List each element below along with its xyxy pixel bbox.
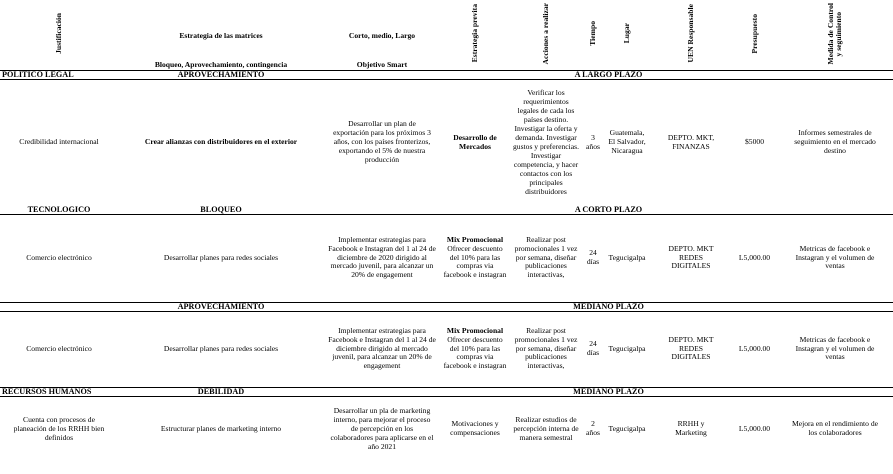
section-category: TECNOLOGICO	[0, 206, 118, 215]
header-row	[0, 0, 893, 71]
cell-justificacion: Credibilidad internacional	[19, 137, 99, 147]
section-term: A CORTO PLAZO	[324, 206, 893, 215]
cell-lugar: Tegucigalpa	[608, 252, 646, 262]
cell-uen: DEPTO. MKT REDES DIGITALES	[668, 334, 714, 362]
cell-tiempo: 24 días	[586, 339, 600, 357]
section-header-row	[0, 387, 893, 396]
table-row	[0, 80, 893, 206]
header-objetivo: Corto, medio, Largo Objetivo Smart	[348, 31, 416, 69]
cell-estrategia-previa	[440, 214, 510, 302]
section-strategy-type: APROVECHAMIENTO	[118, 71, 324, 80]
section-header-row	[0, 71, 893, 80]
table-row	[0, 396, 893, 462]
cell-medida: Metricas de facebook e Instagran y el volumen de ventas	[795, 334, 875, 362]
cell-acciones: Realizar post promocionales 1 vez por semana, diseñar publicaciones interactivas,	[514, 234, 578, 280]
header-estrategia: Estrategia de las matrices Bloqueo, Aprovechamiento, contingencia	[154, 31, 288, 69]
section-category: POLITICO LEGAL	[0, 71, 118, 80]
cell-estrategia: Desarrollar planes para redes sociales	[163, 343, 279, 353]
cell-acciones: Realizar post promocionales 1 vez por semana, diseñar publicaciones interactivas,	[514, 325, 578, 371]
cell-presupuesto: L5,000.00	[738, 343, 771, 353]
cell-justificacion: Comercio electrónico	[26, 252, 92, 262]
cell-acciones: Verificar los requerimientos legales de cada los países destino. Investigar la oferta y demanda. Investigar gustos y preferencias. Investigar competencia, y hacer contactos con los principales distribuidores	[512, 88, 579, 196]
header-medida: Medida de Control y seguimiento	[826, 2, 843, 65]
cell-estrategia: Estructurar planes de marketing interno	[160, 423, 282, 433]
cell-uen: DEPTO. MKT REDES DIGITALES	[668, 243, 714, 271]
header-lugar: Lugar	[622, 23, 632, 44]
previa-text: Ofrecer descuento del 10% para las compras via facebook e instagran	[443, 243, 507, 280]
cell-estrategia-previa: Motivaciones y compensaciones	[450, 419, 500, 438]
cell-presupuesto: L5,000.00	[738, 423, 771, 433]
cell-estrategia: Crear alianzas con distribuidores en el exterior	[144, 137, 298, 147]
section-category: RECURSOS HUMANOS	[0, 387, 118, 396]
table-row	[0, 311, 893, 387]
cell-medida: Informes semestrales de seguimiento en el mercado destino	[794, 128, 876, 156]
section-strategy-type: APROVECHAMIENTO	[118, 302, 324, 311]
header-justificacion: Justificación	[54, 13, 64, 54]
cell-objetivo: Implementar estrategias para Facebook e Instagran del 1 al 24 de diciembre dirigido al mercado juvenil, para alcanzar un 20% de engagement	[328, 325, 436, 371]
section-category	[0, 302, 118, 311]
section-term: MEDIANO PLAZO	[324, 302, 893, 311]
cell-tiempo: 2 años	[586, 419, 600, 438]
header-presupuesto: Presupuesto	[749, 13, 759, 54]
section-strategy-type: DEBILIDAD	[118, 387, 324, 396]
header-acciones: Acciones a realizar	[541, 2, 551, 65]
cell-presupuesto: $5000	[745, 137, 764, 147]
section-strategy-type: BLOQUEO	[118, 206, 324, 215]
cell-objetivo: Implementar estrategias para Facebook e Instagran del 1 al 24 de diciembre de 2020 dirigido al mercado juvenil, para alcanzar un 20% de engagement	[328, 234, 436, 280]
cell-justificacion: Comercio electrónico	[26, 343, 92, 353]
header-uen: UEN Responsable	[686, 4, 696, 63]
cell-acciones: Realizar estudios de percepción interna de manera semestral	[513, 414, 579, 442]
header-estrategia-previa: Estrategia previta	[470, 4, 480, 63]
section-term: MEDIANO PLAZO	[324, 387, 893, 396]
section-term: A LARGO PLAZO	[324, 71, 893, 80]
previa-title: Mix Promocional	[446, 234, 504, 244]
cell-tiempo: 3 años	[586, 132, 600, 151]
cell-objetivo: Desarrollar un pla de marketing interno, para mejorar el proceso de percepción en los colaboradores para aplicarse en el año 2021	[330, 405, 434, 451]
cell-lugar: Tegucigalpa	[608, 423, 646, 433]
previa-text: Ofrecer descuento del 10% para las compras via facebook e instagran	[443, 334, 507, 371]
cell-uen: RRHH y Marketing	[675, 419, 707, 438]
cell-uen: DEPTO. MKT, FINANZAS	[667, 132, 715, 151]
section-header-row	[0, 206, 893, 215]
cell-lugar: Tegucigalpa	[608, 343, 646, 353]
cell-objetivo: Desarrollar un plan de exportación para los próximos 3 años, con los países fronterizos, exportando el 5% de nuestra producción	[333, 119, 431, 165]
cell-lugar: Guatemala, El Salvador, Nicaragua	[608, 128, 646, 156]
cell-estrategia-previa: Desarrollo de Mercados	[453, 132, 497, 151]
cell-tiempo: 24 días	[586, 248, 600, 266]
cell-estrategia-previa	[440, 311, 510, 387]
section-header-row	[0, 302, 893, 311]
cell-medida: Mejora en el rendimiento de los colaboradores	[791, 419, 879, 438]
cell-estrategia: Desarrollar planes para redes sociales	[163, 252, 279, 262]
cell-medida: Metricas de facebook e Instagran y el volumen de ventas	[795, 243, 875, 271]
header-tiempo: Tiempo	[588, 21, 598, 46]
table-row	[0, 214, 893, 302]
cell-presupuesto: L5,000.00	[738, 252, 771, 262]
cell-justificacion: Cuenta con procesos de planeación de los RRHH bien definidos	[13, 414, 105, 442]
previa-title: Mix Promocional	[446, 325, 504, 335]
